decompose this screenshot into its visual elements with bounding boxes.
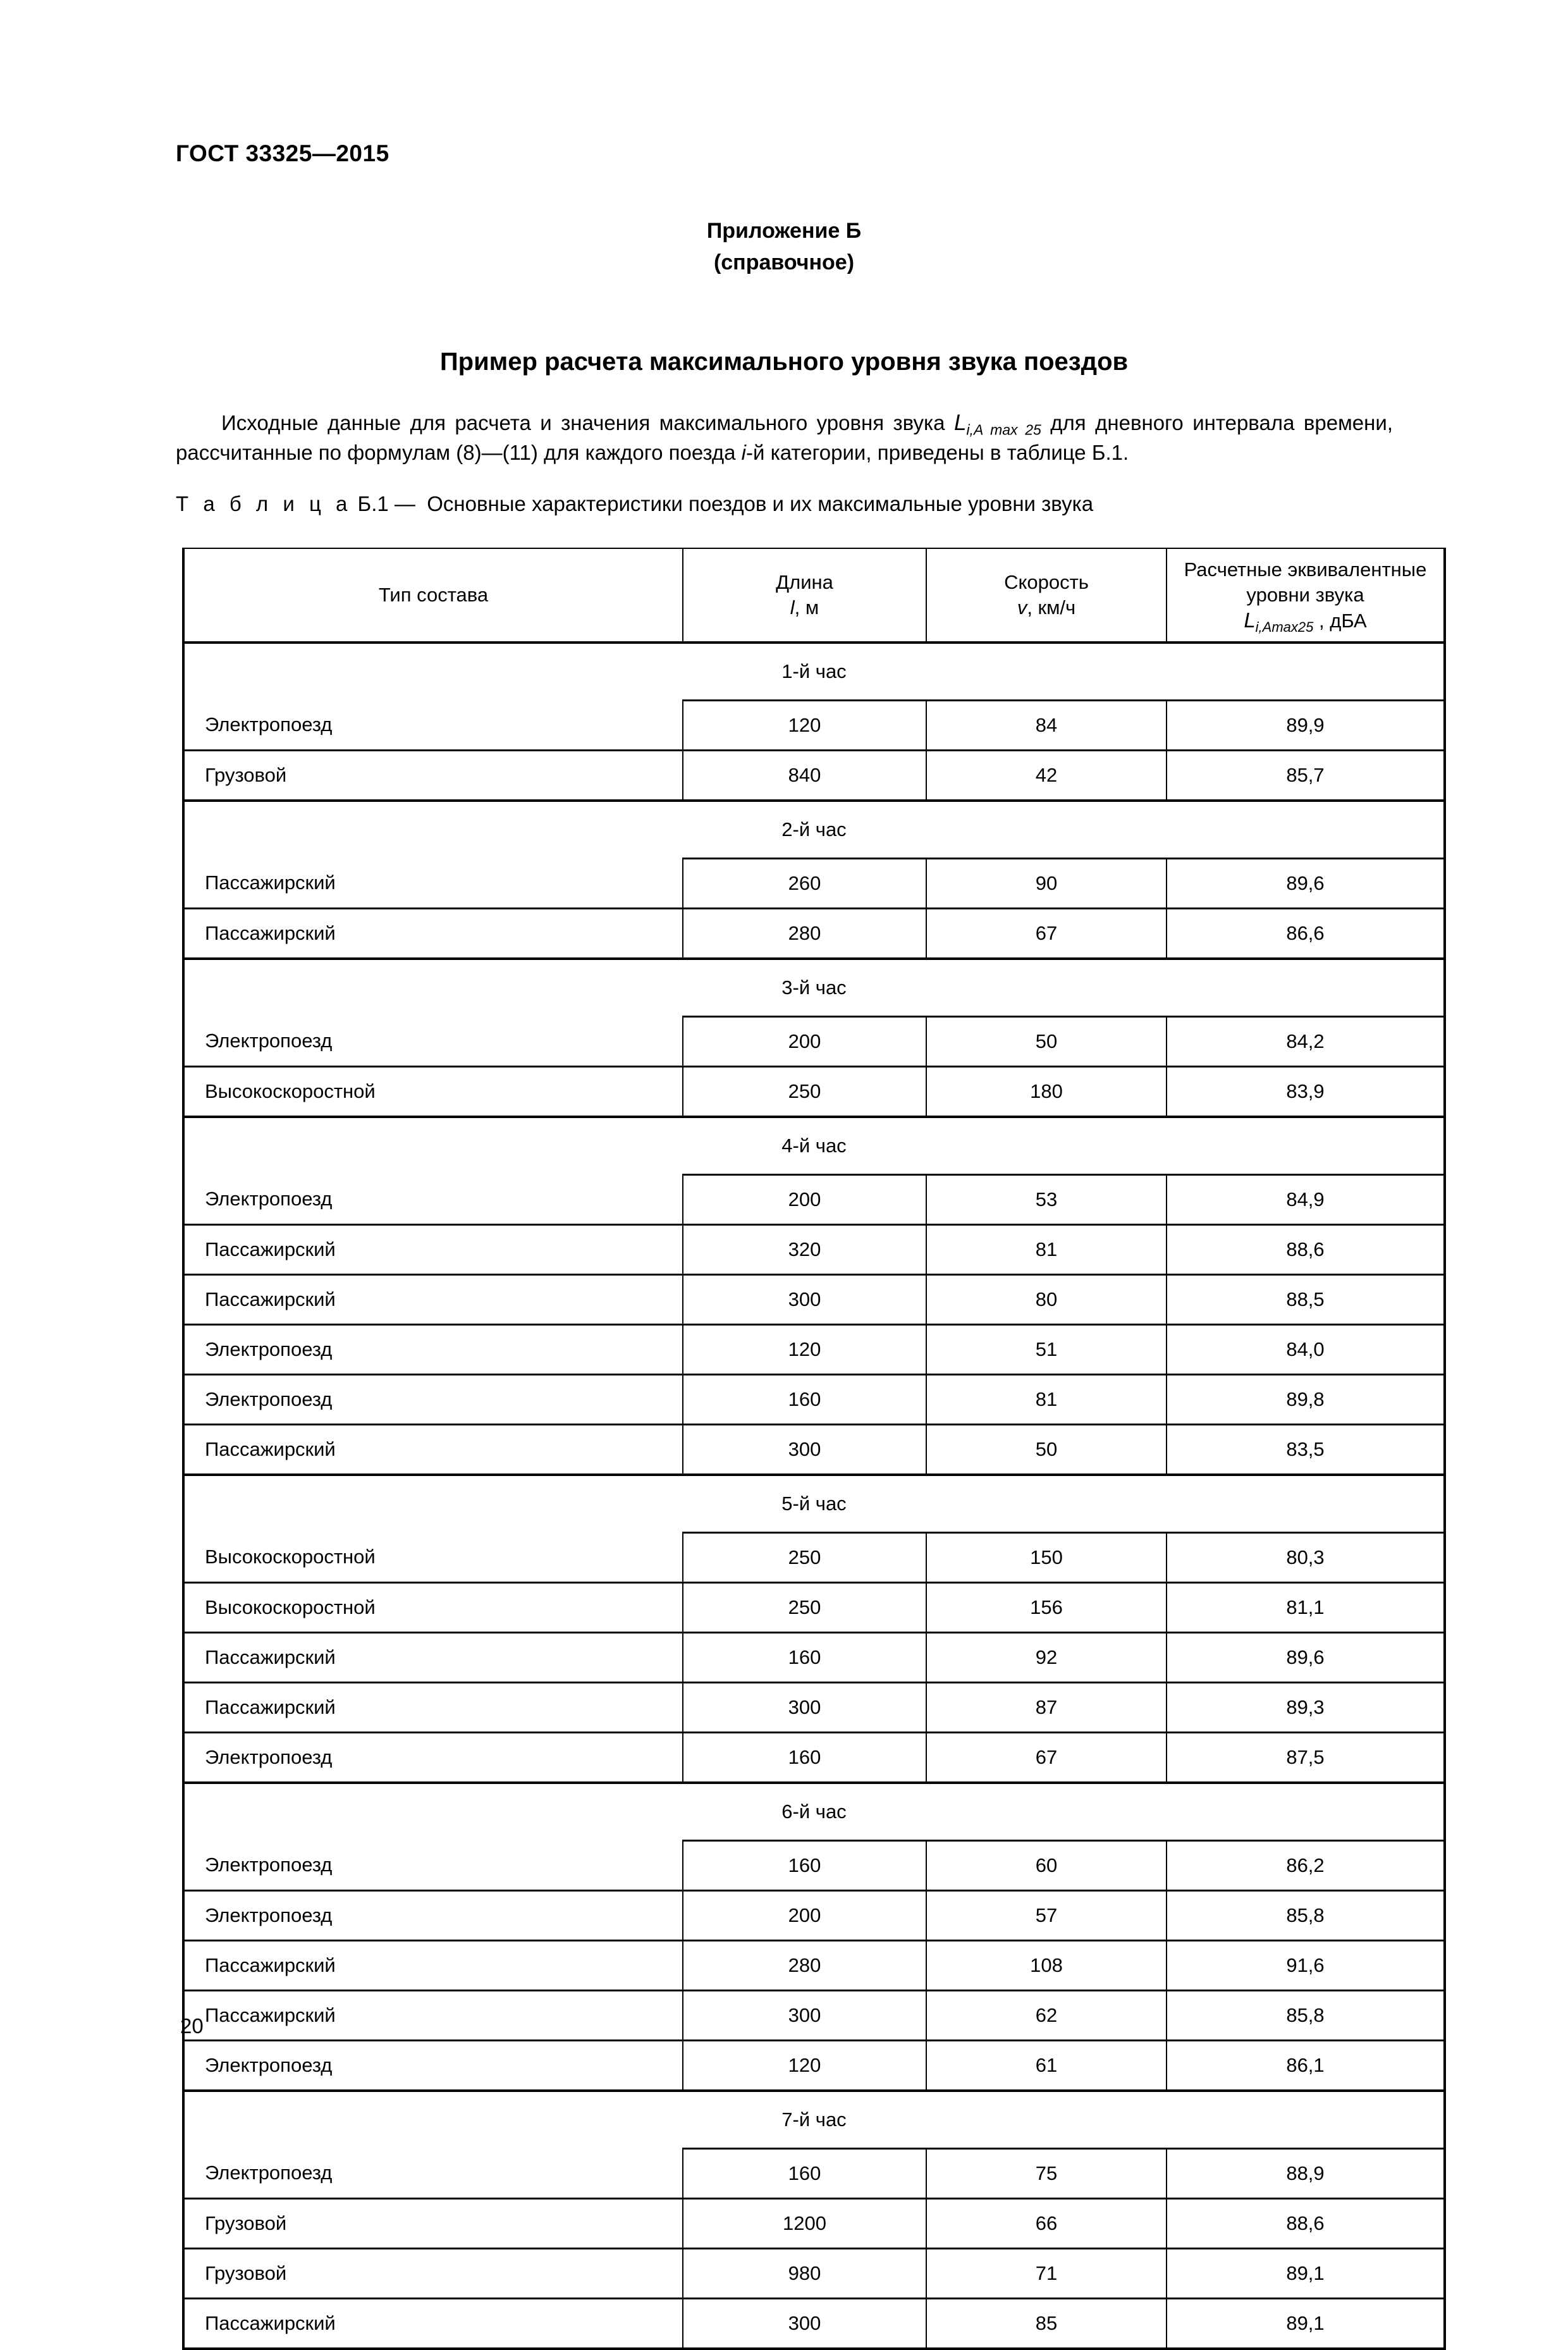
formula-base-symbol: L [953, 410, 967, 435]
cell-length: 260 [683, 859, 926, 909]
appendix-title: Приложение Б [706, 219, 862, 243]
table-row [183, 1941, 1445, 1991]
cell-speed: 67 [926, 909, 1167, 959]
table-section-header-row [183, 1117, 1445, 1175]
cell-length: 980 [683, 2249, 926, 2299]
page-title: Пример расчета максимального уровня звука поездов [439, 348, 1129, 376]
table-section-label: 4-й час [183, 1117, 1445, 1175]
cell-length: 250 [683, 1533, 926, 1583]
cell-length: 300 [683, 1991, 926, 2041]
cell-train-type: Пассажирский [183, 1991, 683, 2041]
page-number: 20 [180, 2014, 204, 2038]
table-row [183, 2149, 1445, 2199]
cell-sound-level: 83,5 [1167, 1425, 1445, 1475]
cell-sound-level: 85,8 [1167, 1891, 1445, 1941]
cell-speed: 84 [926, 701, 1167, 751]
cell-train-type: Пассажирский [183, 2299, 683, 2349]
cell-train-type: Электропоезд [183, 1017, 683, 1067]
cell-length: 200 [683, 1891, 926, 1941]
cell-sound-level: 84,2 [1167, 1017, 1445, 1067]
cell-train-type: Высокоскоростной [183, 1583, 683, 1633]
column-header-speed-unit [927, 595, 1166, 620]
cell-length: 200 [683, 1175, 926, 1225]
formula-subscript: i,A max 25 [966, 421, 1041, 438]
cell-sound-level: 84,9 [1167, 1175, 1445, 1225]
length-unit-rest: , м [794, 596, 819, 618]
cell-length: 1200 [683, 2199, 926, 2249]
cell-train-type: Высокоскоростной [183, 1533, 683, 1583]
table-b1-wrapper [182, 548, 1443, 2350]
cell-train-type: Электропоезд [183, 1175, 683, 1225]
cell-speed: 61 [926, 2041, 1167, 2091]
table-row [183, 1225, 1445, 1275]
column-header-train-type [183, 548, 683, 643]
table-section-header-row [183, 959, 1445, 1017]
intro-text-part1: Исходные данные для расчета и значения максимального уровня звука [221, 411, 954, 434]
cell-sound-level: 88,6 [1167, 2199, 1445, 2249]
cell-speed: 92 [926, 1633, 1167, 1683]
table-section-header-row [183, 643, 1445, 701]
cell-train-type: Высокоскоростной [183, 1067, 683, 1117]
cell-train-type: Электропоезд [183, 1891, 683, 1941]
column-header-length-label: Длина [776, 571, 833, 593]
cell-length: 160 [683, 1733, 926, 1783]
speed-symbol: v [1017, 596, 1027, 618]
cell-sound-level: 88,6 [1167, 1225, 1445, 1275]
cell-train-type: Пассажирский [183, 1941, 683, 1991]
table-row [183, 1533, 1445, 1583]
table-row [183, 1841, 1445, 1891]
table-row [183, 1425, 1445, 1475]
appendix-subtitle: (справочное) [713, 250, 855, 274]
table-row [183, 2299, 1445, 2349]
table-row [183, 1991, 1445, 2041]
cell-sound-level: 86,1 [1167, 2041, 1445, 2091]
cell-train-type: Электропоезд [183, 1375, 683, 1425]
cell-train-type: Пассажирский [183, 1225, 683, 1275]
intro-text-part3: -й категории, приведены в таблице Б.1. [746, 441, 1129, 464]
cell-speed: 50 [926, 1017, 1167, 1067]
cell-sound-level: 85,8 [1167, 1991, 1445, 2041]
cell-length: 300 [683, 2299, 926, 2349]
cell-length: 300 [683, 1275, 926, 1325]
cell-length: 300 [683, 1425, 926, 1475]
table-row [183, 1891, 1445, 1941]
table-row [183, 1733, 1445, 1783]
column-header-sound-level-line2: уровни звука [1246, 583, 1364, 606]
table-header-row [183, 548, 1445, 643]
cell-speed: 75 [926, 2149, 1167, 2199]
table-section-header-row [183, 1475, 1445, 1533]
intro-italic-i: i [741, 441, 746, 464]
table-caption-number: Б.1 [357, 492, 389, 515]
cell-length: 120 [683, 2041, 926, 2091]
cell-sound-level: 89,1 [1167, 2299, 1445, 2349]
table-row [183, 1375, 1445, 1425]
intro-paragraph [176, 408, 1393, 467]
cell-length: 200 [683, 1017, 926, 1067]
table-b1 [182, 548, 1446, 2350]
table-row [183, 1017, 1445, 1067]
header-formula-base: L [1244, 608, 1256, 632]
cell-sound-level: 85,7 [1167, 751, 1445, 801]
table-row [183, 1067, 1445, 1117]
cell-sound-level: 88,5 [1167, 1275, 1445, 1325]
cell-train-type: Электропоезд [183, 701, 683, 751]
cell-speed: 150 [926, 1533, 1167, 1583]
column-header-length-unit [683, 595, 926, 620]
cell-speed: 81 [926, 1225, 1167, 1275]
cell-train-type: Пассажирский [183, 1683, 683, 1733]
table-row [183, 909, 1445, 959]
table-row [183, 1583, 1445, 1633]
cell-speed: 66 [926, 2199, 1167, 2249]
table-caption-word: Т а б л и ц а [176, 492, 352, 515]
table-row [183, 2249, 1445, 2299]
column-header-speed-label: Скорость [1004, 571, 1089, 593]
header-formula-units: , дБА [1313, 609, 1367, 632]
cell-sound-level: 81,1 [1167, 1583, 1445, 1633]
cell-speed: 42 [926, 751, 1167, 801]
cell-train-type: Пассажирский [183, 1275, 683, 1325]
cell-sound-level: 88,9 [1167, 2149, 1445, 2199]
table-section-header-row [183, 1783, 1445, 1841]
cell-length: 280 [683, 1941, 926, 1991]
cell-length: 160 [683, 1841, 926, 1891]
cell-speed: 108 [926, 1941, 1167, 1991]
cell-train-type: Электропоезд [183, 2041, 683, 2091]
cell-speed: 60 [926, 1841, 1167, 1891]
cell-train-type: Грузовой [183, 2199, 683, 2249]
table-row [183, 2199, 1445, 2249]
appendix-heading [0, 215, 1568, 278]
cell-speed: 156 [926, 1583, 1167, 1633]
column-header-speed [926, 548, 1167, 643]
table-row [183, 751, 1445, 801]
cell-speed: 57 [926, 1891, 1167, 1941]
cell-sound-level: 89,8 [1167, 1375, 1445, 1425]
cell-length: 840 [683, 751, 926, 801]
cell-train-type: Электропоезд [183, 1733, 683, 1783]
cell-sound-level: 80,3 [1167, 1533, 1445, 1583]
table-row [183, 701, 1445, 751]
cell-speed: 51 [926, 1325, 1167, 1375]
table-row [183, 1325, 1445, 1375]
cell-length: 250 [683, 1583, 926, 1633]
cell-train-type: Электропоезд [183, 1325, 683, 1375]
table-section-label: 5-й час [183, 1475, 1445, 1533]
cell-speed: 87 [926, 1683, 1167, 1733]
speed-unit-rest: , км/ч [1027, 596, 1076, 618]
cell-speed: 85 [926, 2299, 1167, 2349]
cell-speed: 53 [926, 1175, 1167, 1225]
cell-train-type: Пассажирский [183, 1425, 683, 1475]
table-section-header-row [183, 2091, 1445, 2149]
cell-sound-level: 86,2 [1167, 1841, 1445, 1891]
cell-speed: 80 [926, 1275, 1167, 1325]
table-section-label: 6-й час [183, 1783, 1445, 1841]
table-row [183, 1633, 1445, 1683]
sound-level-formula [953, 410, 1041, 438]
cell-train-type: Пассажирский [183, 859, 683, 909]
cell-train-type: Грузовой [183, 2249, 683, 2299]
cell-length: 160 [683, 1375, 926, 1425]
cell-length: 300 [683, 1683, 926, 1733]
cell-speed: 62 [926, 1991, 1167, 2041]
cell-length: 320 [683, 1225, 926, 1275]
cell-train-type: Электропоезд [183, 1841, 683, 1891]
cell-train-type: Пассажирский [183, 1633, 683, 1683]
table-section-header-row [183, 801, 1445, 859]
cell-speed: 81 [926, 1375, 1167, 1425]
cell-length: 160 [683, 2149, 926, 2199]
cell-sound-level: 89,1 [1167, 2249, 1445, 2299]
table-caption-dash: — [394, 492, 415, 515]
cell-sound-level: 86,6 [1167, 909, 1445, 959]
cell-sound-level: 87,5 [1167, 1733, 1445, 1783]
header-formula-subscript: i,Amax25 [1255, 618, 1314, 635]
table-row [183, 1683, 1445, 1733]
cell-length: 120 [683, 701, 926, 751]
cell-speed: 90 [926, 859, 1167, 909]
column-header-sound-level-formula [1167, 608, 1443, 634]
column-header-sound-level [1167, 548, 1445, 643]
table-section-label: 3-й час [183, 959, 1445, 1017]
cell-train-type: Грузовой [183, 751, 683, 801]
table-section-label: 7-й час [183, 2091, 1445, 2149]
cell-sound-level: 89,6 [1167, 1633, 1445, 1683]
intro-text-part2: для дневного интервала времени, рассчитанные по формулам (8)—(11) для каждого поезда [176, 411, 1393, 464]
table-caption [176, 492, 1093, 516]
cell-length: 120 [683, 1325, 926, 1375]
table-row [183, 859, 1445, 909]
cell-train-type: Пассажирский [183, 909, 683, 959]
table-section-label: 2-й час [183, 801, 1445, 859]
cell-length: 160 [683, 1633, 926, 1683]
cell-speed: 180 [926, 1067, 1167, 1117]
table-section-label: 1-й час [183, 643, 1445, 701]
table-caption-text: Основные характеристики поездов и их максимальные уровни звука [427, 492, 1094, 515]
table-row [183, 2041, 1445, 2091]
cell-speed: 50 [926, 1425, 1167, 1475]
cell-speed: 67 [926, 1733, 1167, 1783]
cell-speed: 71 [926, 2249, 1167, 2299]
running-head-standard-number: ГОСТ 33325—2015 [176, 140, 389, 166]
cell-length: 280 [683, 909, 926, 959]
cell-sound-level: 84,0 [1167, 1325, 1445, 1375]
cell-sound-level: 89,9 [1167, 701, 1445, 751]
table-row [183, 1275, 1445, 1325]
column-header-length [683, 548, 926, 643]
table-row [183, 1175, 1445, 1225]
cell-train-type: Электропоезд [183, 2149, 683, 2199]
length-symbol: l [790, 596, 795, 618]
cell-sound-level: 89,6 [1167, 859, 1445, 909]
column-header-train-type-label: Тип состава [378, 584, 489, 606]
cell-sound-level: 89,3 [1167, 1683, 1445, 1733]
cell-length: 250 [683, 1067, 926, 1117]
column-header-sound-level-line1: Расчетные эквивалентные [1184, 558, 1427, 581]
cell-sound-level: 83,9 [1167, 1067, 1445, 1117]
table-body [183, 643, 1445, 2349]
cell-sound-level: 91,6 [1167, 1941, 1445, 1991]
